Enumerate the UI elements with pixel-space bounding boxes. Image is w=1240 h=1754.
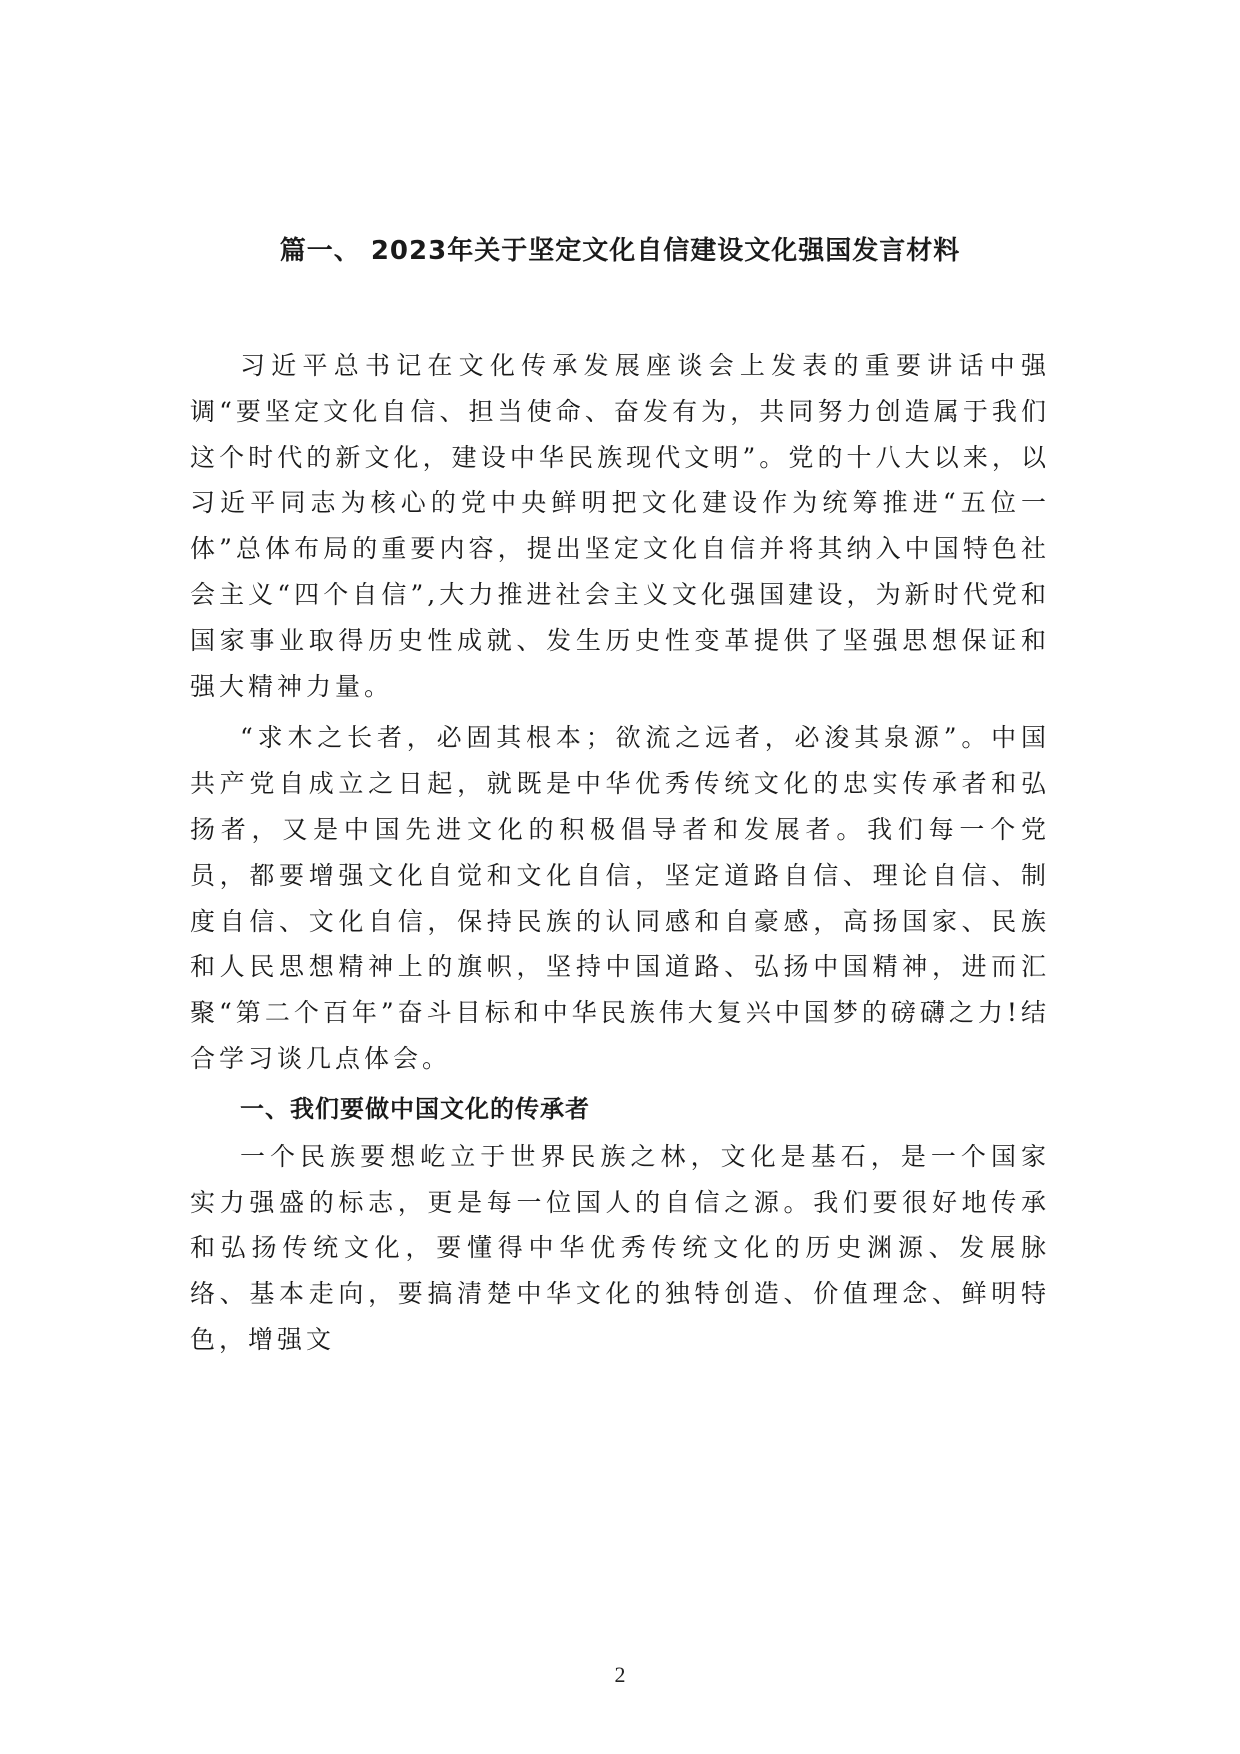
section-heading: 一、我们要做中国文化的传承者 bbox=[240, 1094, 590, 1123]
document-title: 篇一、 2023年关于坚定文化自信建设文化强国发言材料 bbox=[279, 236, 961, 266]
document-body bbox=[190, 343, 1050, 1367]
page-number: 2 bbox=[614, 1662, 626, 1687]
body-paragraph-1: 习近平总书记在文化传承发展座谈会上发表的重要讲话中强调“要坚定文化自信、担当使命、奋发有为，共同努力创造属于我们这个时代的新文化，建设中华民族现代文明”。党的十八大以来，以习近平同志为核心的党中央鲜明把文化建设作为统筹推进“五位一体”总体布局的重要内容，提出坚定文化自信并将其纳入中国特色社会主义“四个自信”,大力推进社会主义文化强国建设，为新时代党和国家事业取得历史性成就、发生历史性变革提供了坚强思想保证和强大精神力量。 bbox=[190, 351, 1050, 701]
section-paragraph: 一个民族要想屹立于世界民族之林，文化是基石，是一个国家实力强盛的标志，更是每一位国人的自信之源。我们要很好地传承和弘扬传统文化，要懂得中华优秀传统文化的历史渊源、发展脉络、基本走向，要搞清楚中华文化的独特创造、价值理念、鲜明特色，增强文 bbox=[190, 1141, 1050, 1354]
body-paragraph-2: “求木之长者，必固其根本；欲流之远者，必浚其泉源”。中国共产党自成立之日起，就既是中华优秀传统文化的忠实传承者和弘扬者，又是中国先进文化的积极倡导者和发展者。我们每一个党员，都要增强文化自觉和文化自信，坚定道路自信、理论自信、制度自信、文化自信，保持民族的认同感和自豪感，高扬国家、民族和人民思想精神上的旗帜，坚持中国道路、弘扬中国精神，进而汇聚“第二个百年”奋斗目标和中华民族伟大复兴中国梦的磅礴之力!结合学习谈几点体会。 bbox=[190, 723, 1050, 1073]
